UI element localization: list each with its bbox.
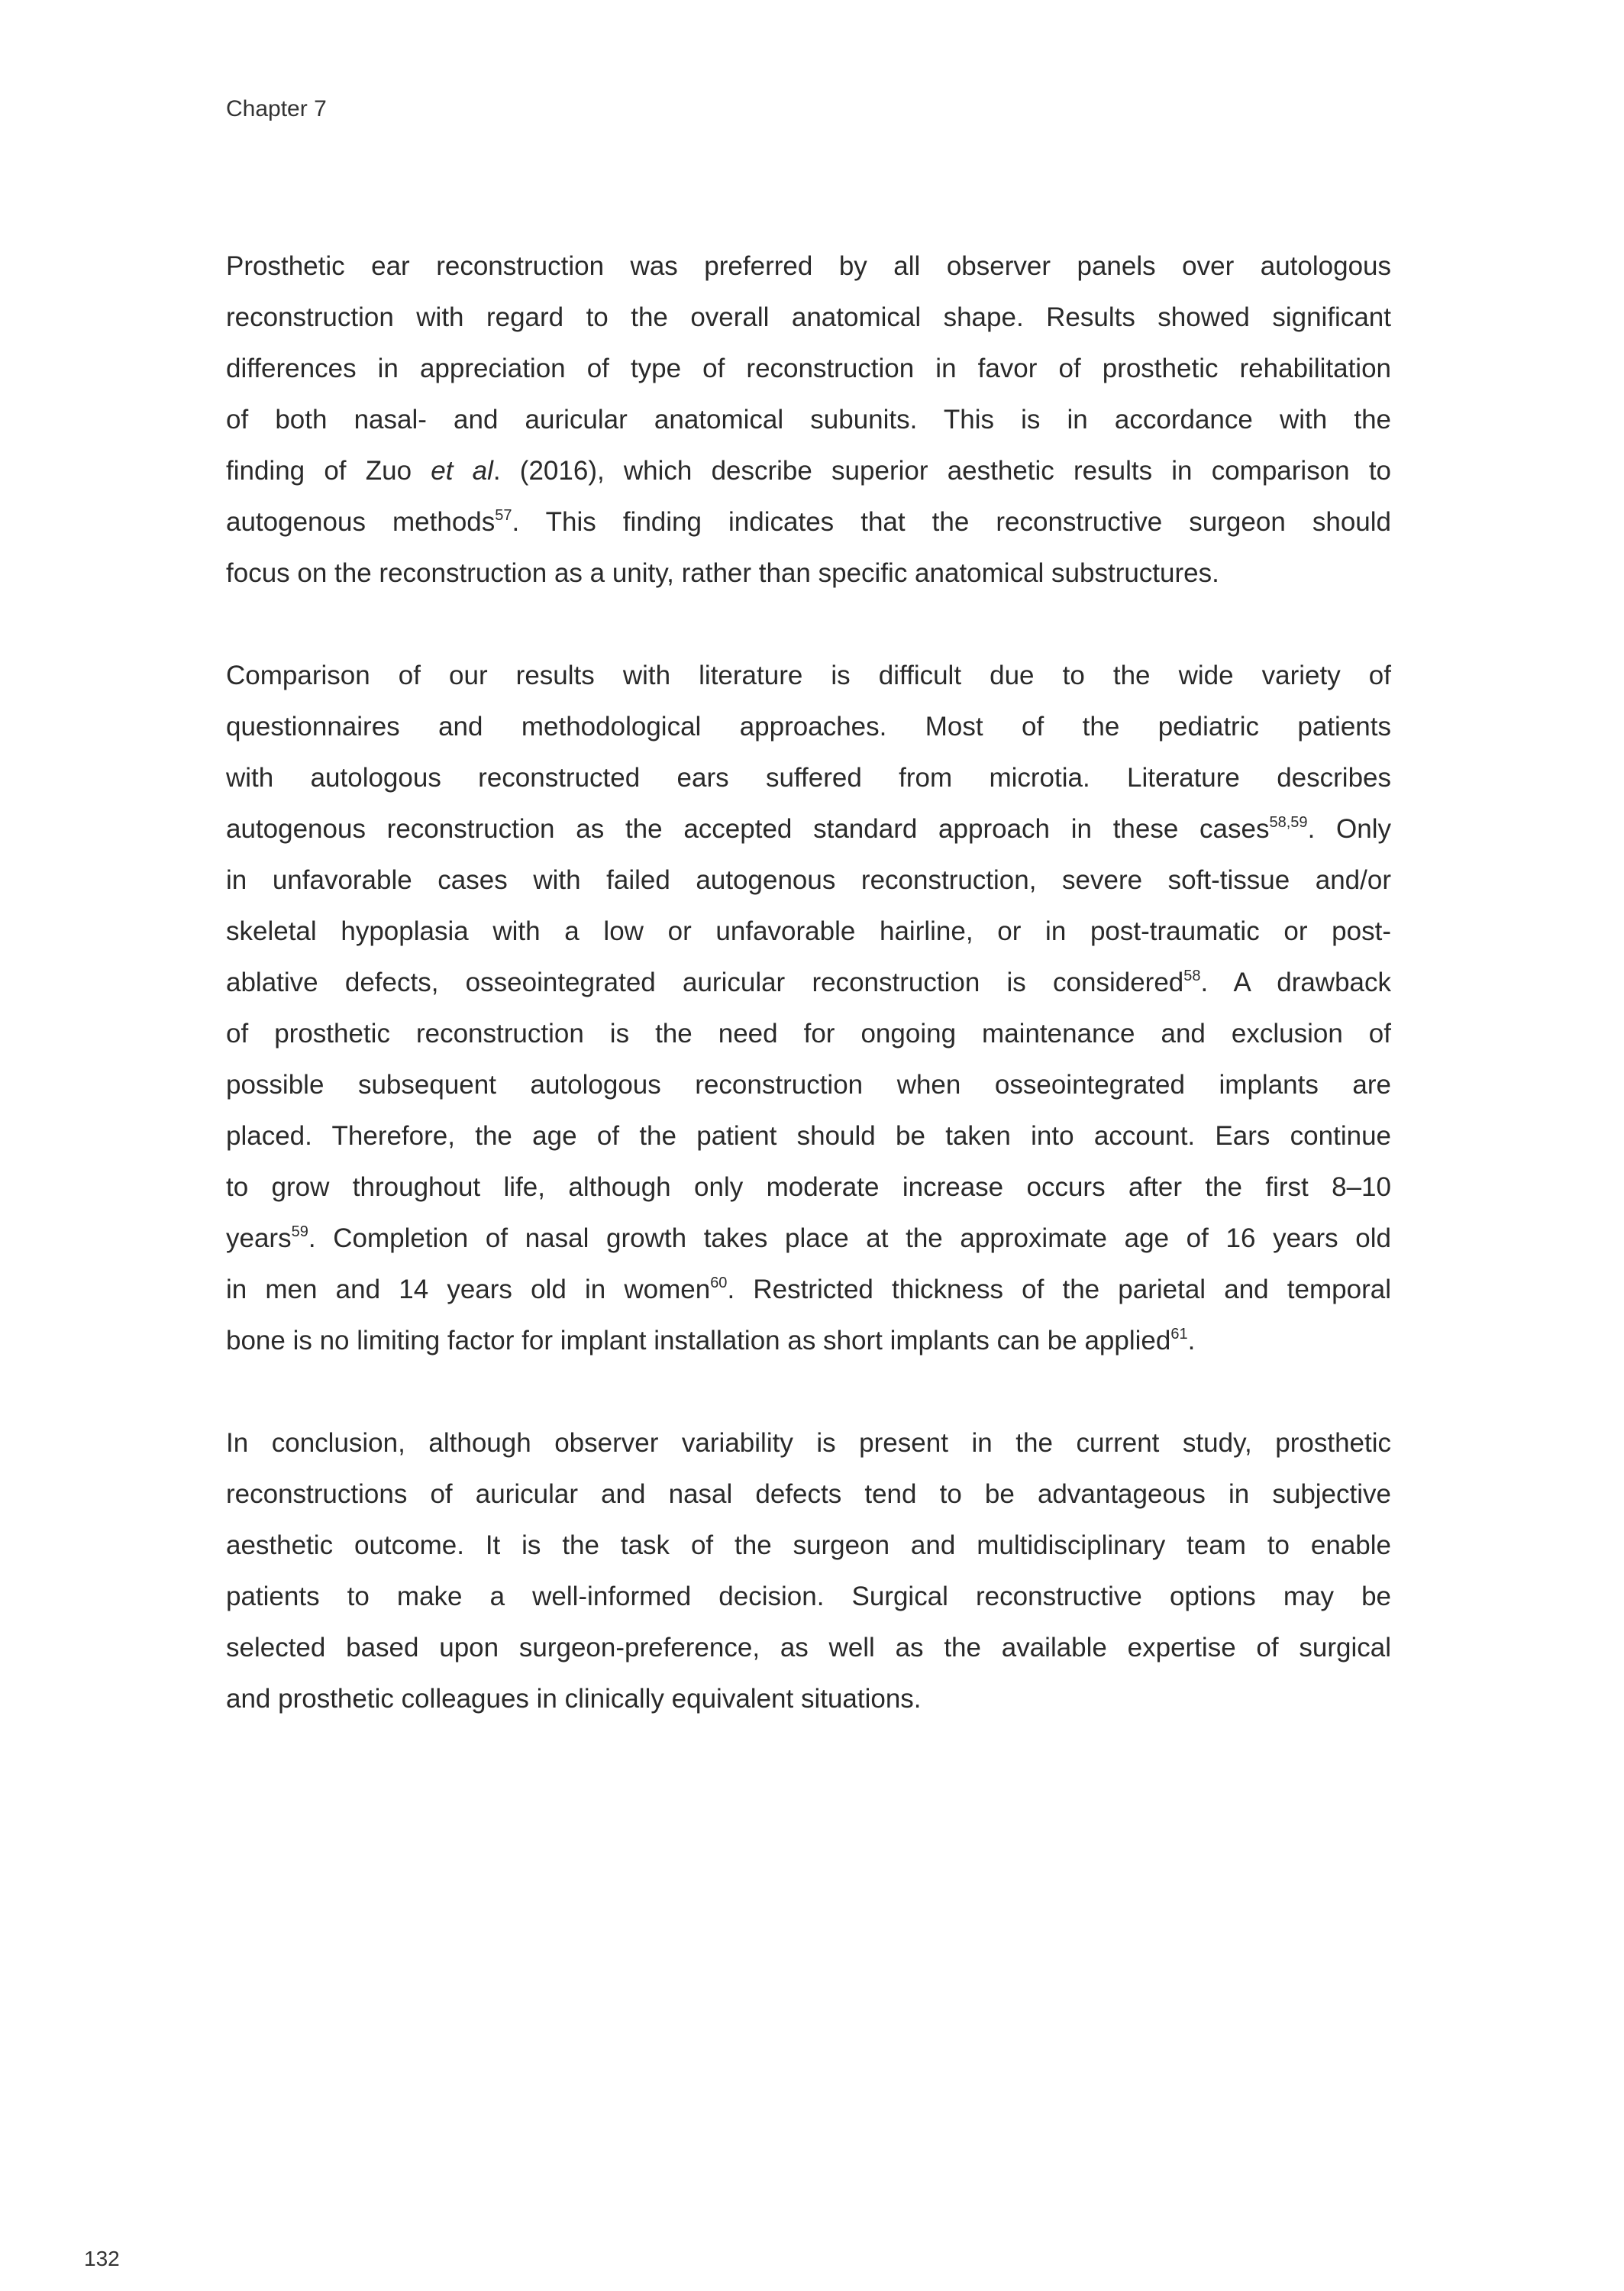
text-segment: focus on the reconstruction as a unity, rather than specific anatomical substructures. (226, 558, 1219, 588)
text-line (226, 1213, 1391, 1264)
page-number: 132 (84, 2247, 120, 2270)
text-segment: ablative defects, osseointegrated auricular reconstruction is considered (226, 968, 1184, 997)
text-segment: . Restricted thickness of the parietal and temporal (727, 1275, 1391, 1304)
text-line (226, 1520, 1391, 1571)
text-line (226, 1571, 1391, 1622)
text-line (226, 548, 1391, 599)
text-segment: of prosthetic reconstruction is the need for ongoing maintenance and exclusion of (226, 1019, 1391, 1049)
paragraph (226, 241, 1391, 599)
text-line (226, 241, 1391, 292)
citation-superscript: 61 (1170, 1326, 1188, 1343)
text-line (226, 803, 1391, 855)
text-line (226, 650, 1391, 701)
text-line (226, 1622, 1391, 1673)
text-line (226, 496, 1391, 548)
text-segment: placed. Therefore, the age of the patient should be taken into account. Ears continue (226, 1121, 1391, 1151)
citation-superscript: 57 (495, 507, 512, 524)
text-segment: with autologous reconstructed ears suffered from microtia. Literature describes (226, 763, 1391, 793)
text-segment: autogenous methods (226, 507, 496, 537)
text-line (226, 701, 1391, 752)
text-segment: questionnaires and methodological approaches. Most of the pediatric patients (226, 712, 1391, 742)
text-line (226, 906, 1391, 957)
citation-superscript: 58 (1183, 968, 1201, 984)
text-segment: in men and 14 years old in women (226, 1275, 711, 1304)
text-segment: . This finding indicates that the reconstructive surgeon should (512, 507, 1391, 537)
text-segment: in unfavorable cases with failed autogenous reconstruction, severe soft-tissue and/or (226, 865, 1391, 895)
text-line (226, 1162, 1391, 1213)
text-segment: autogenous reconstruction as the accepted standard approach in these cases (226, 814, 1270, 844)
text-line (226, 292, 1391, 343)
text-segment: . (1187, 1326, 1196, 1356)
text-segment: differences in appreciation of type of reconstruction in favor of prosthetic rehabilitation (226, 354, 1391, 383)
text-segment: to grow throughout life, although only moderate increase occurs after the first 8–10 (226, 1172, 1391, 1202)
body-text (226, 241, 1391, 1776)
text-line (226, 343, 1391, 394)
text-segment: . Only (1307, 814, 1391, 844)
text-segment: and prosthetic colleagues in clinically equivalent situations. (226, 1684, 922, 1714)
text-line (226, 1059, 1391, 1110)
text-segment: of both nasal- and auricular anatomical subunits. This is in accordance with the (226, 405, 1391, 435)
text-segment: aesthetic outcome. It is the task of the surgeon and multidisciplinary team to enable (226, 1530, 1391, 1560)
text-line (226, 752, 1391, 803)
text-line (226, 394, 1391, 445)
text-line (226, 957, 1391, 1008)
italic-text: et al (431, 456, 493, 486)
text-line (226, 1315, 1391, 1366)
text-segment: bone is no limiting factor for implant installation as short implants can be applied (226, 1326, 1171, 1356)
text-segment: In conclusion, although observer variability is present in the current study, prosthetic (226, 1428, 1391, 1458)
citation-superscript: 59 (291, 1223, 308, 1240)
text-line (226, 1008, 1391, 1059)
text-segment: Prosthetic ear reconstruction was preferred by all observer panels over autologous (226, 251, 1391, 281)
text-line (226, 1469, 1391, 1520)
paragraph (226, 1417, 1391, 1724)
citation-superscript: 60 (710, 1275, 728, 1291)
text-segment: . A drawback (1200, 968, 1391, 997)
text-segment: patients to make a well-informed decision. Surgical reconstructive options may be (226, 1582, 1391, 1611)
text-line (226, 1110, 1391, 1162)
text-segment: years (226, 1223, 292, 1253)
text-segment: finding of Zuo (226, 456, 431, 486)
text-line (226, 1417, 1391, 1469)
text-line (226, 445, 1391, 496)
running-head: Chapter 7 (226, 96, 327, 121)
text-segment: reconstructions of auricular and nasal defects tend to be advantageous in subjective (226, 1479, 1391, 1509)
text-segment: skeletal hypoplasia with a low or unfavorable hairline, or in post-traumatic or post- (226, 916, 1391, 946)
text-line (226, 1673, 1391, 1724)
text-segment: . (2016), which describe superior aesthetic results in comparison to (492, 456, 1392, 486)
text-segment: possible subsequent autologous reconstruction when osseointegrated implants are (226, 1070, 1391, 1100)
text-segment: Comparison of our results with literature is difficult due to the wide variety of (226, 661, 1391, 690)
paragraph (226, 650, 1391, 1366)
text-segment: selected based upon surgeon-preference, as well as the available expertise of surgical (226, 1633, 1391, 1663)
text-line (226, 855, 1391, 906)
text-segment: . Completion of nasal growth takes place at the approximate age of 16 years old (308, 1223, 1391, 1253)
text-line (226, 1264, 1391, 1315)
text-segment: reconstruction with regard to the overall anatomical shape. Results showed significant (226, 302, 1391, 332)
citation-superscript: 58,59 (1269, 814, 1308, 831)
